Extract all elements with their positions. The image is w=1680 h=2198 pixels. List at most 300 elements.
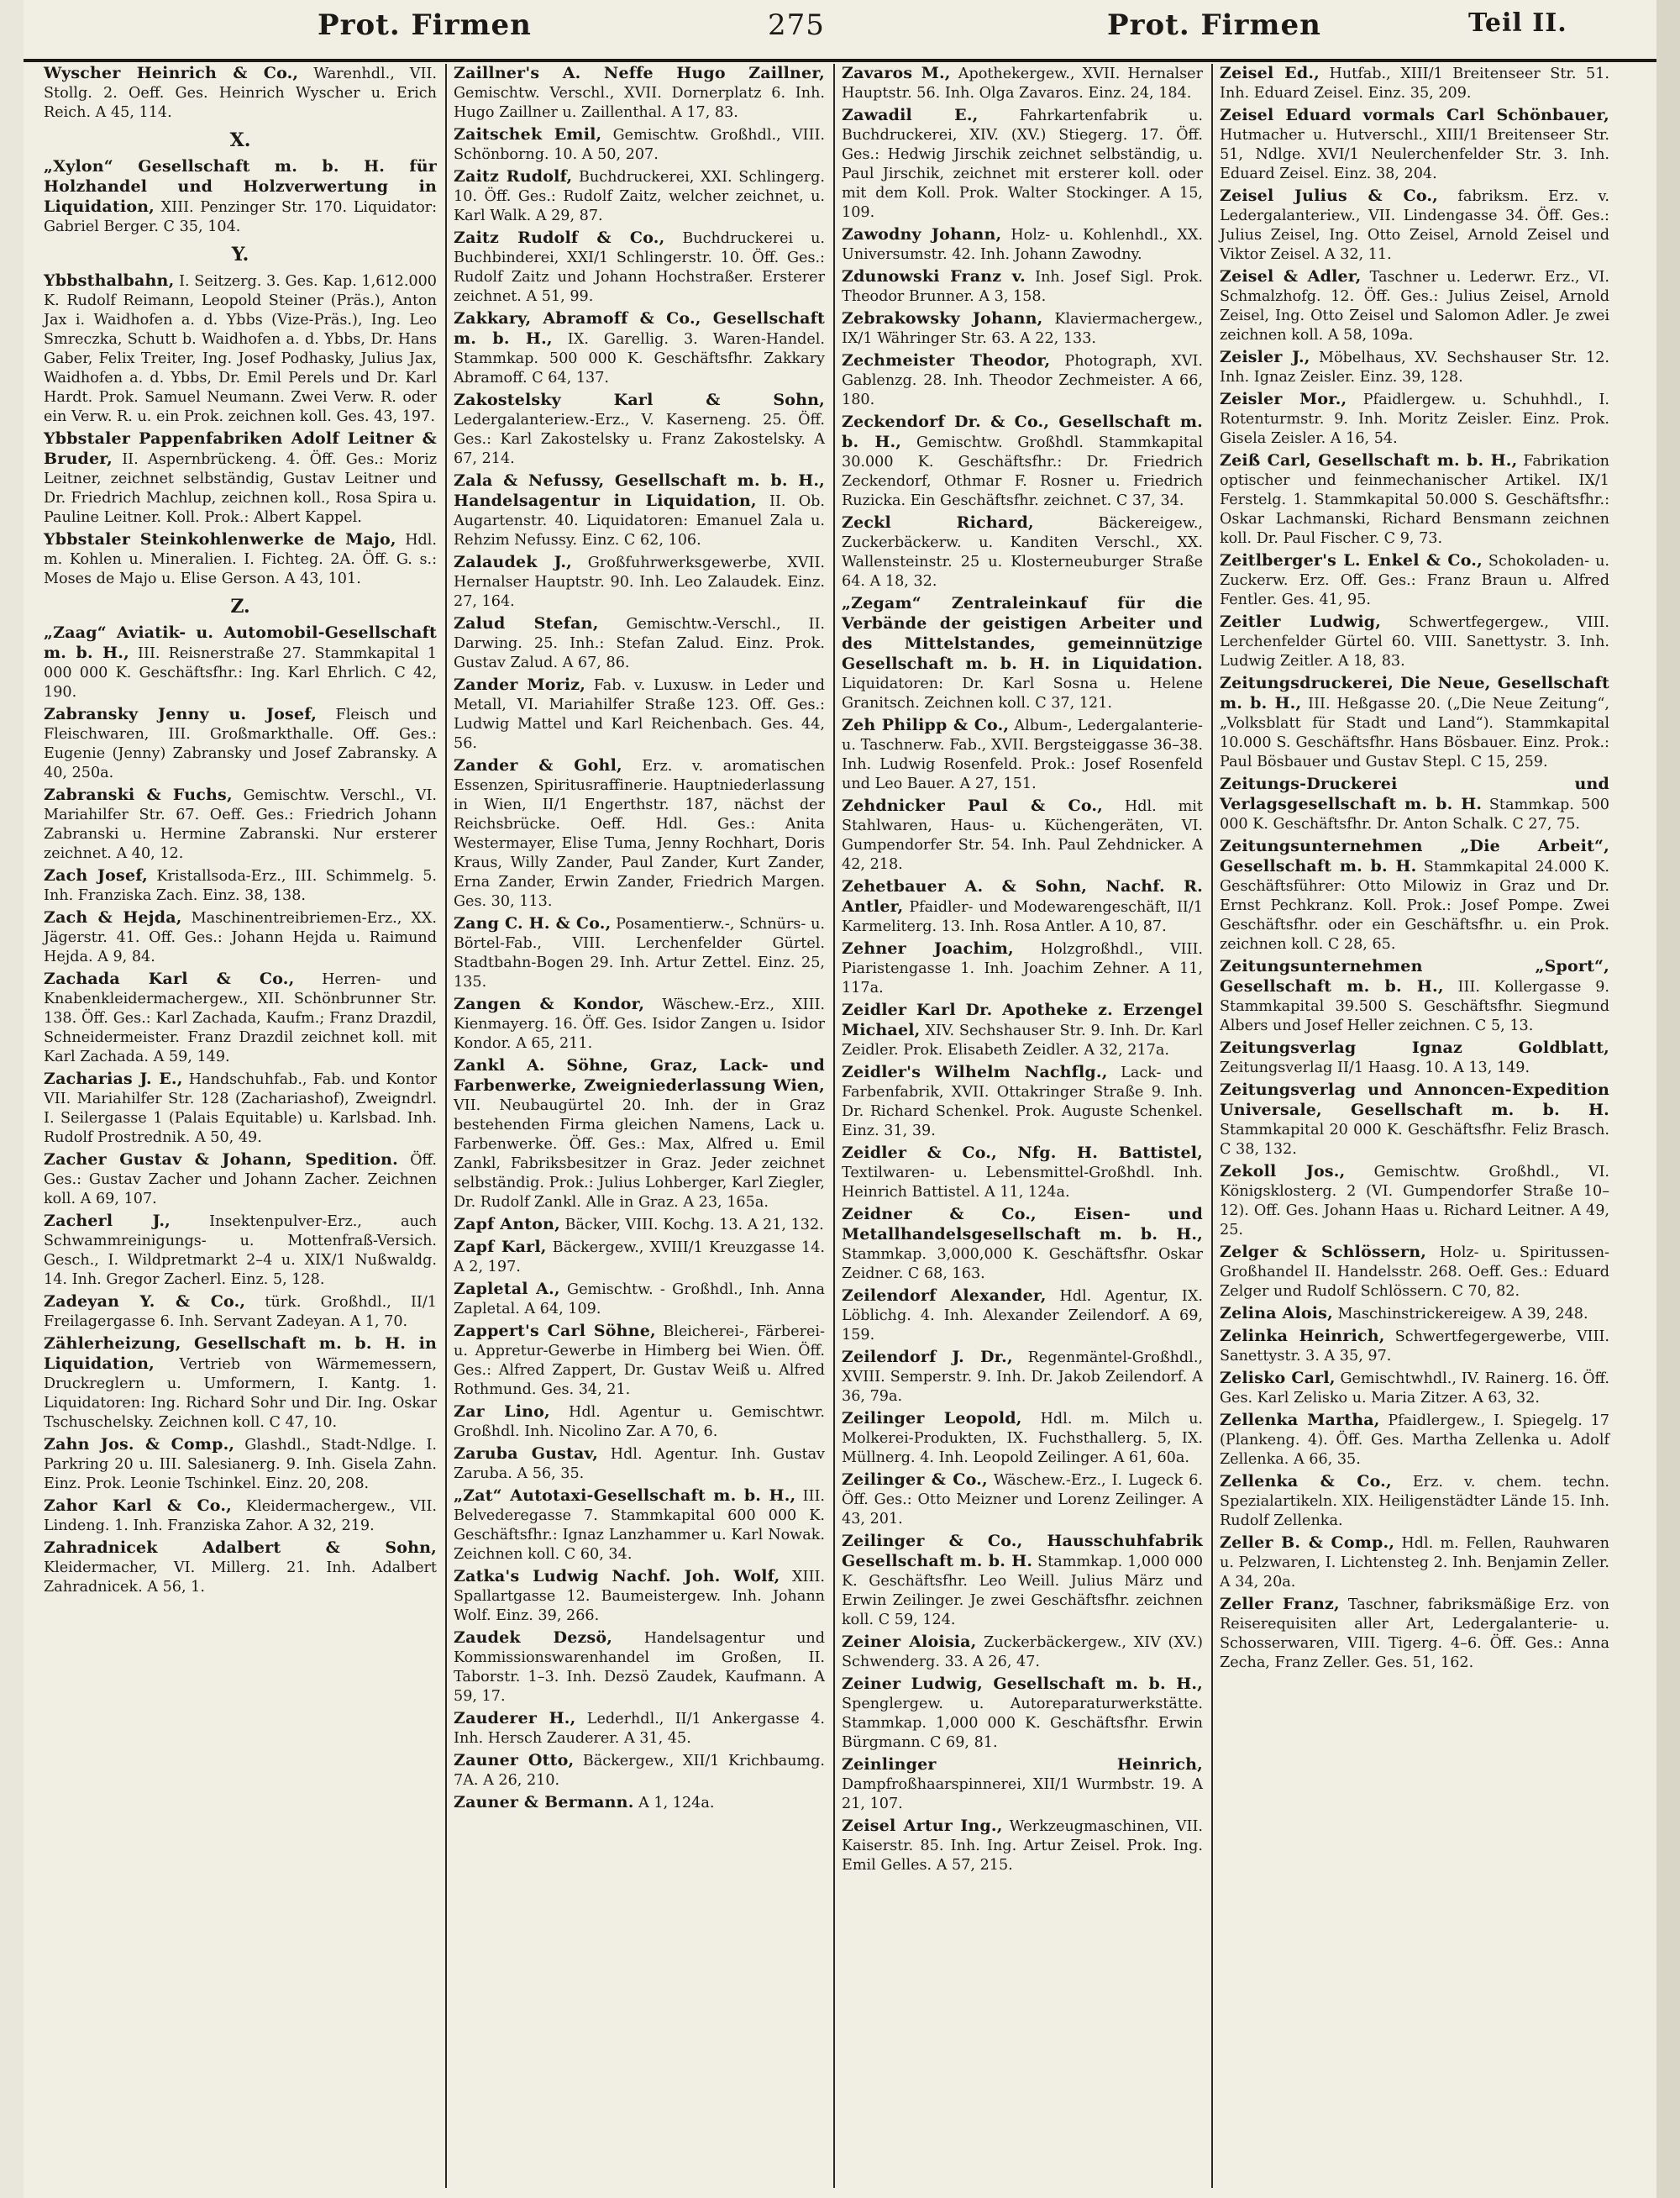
firm-entry — [454, 1793, 825, 1813]
firm-entry — [1220, 1039, 1609, 1078]
firm-details: türk. Großhdl., II/1 Freilagergasse 6. Inh. Servant Zadeyan. A 1, 70. — [44, 1294, 437, 1330]
firm-details: Gemischtw. Großhdl. Stammkapital 30.000 K. Geschäftsfhr.: Dr. Friedrich Zeckendorf, Othmar F. Rosner u. Friedrich Ruzicka. Ein Geschäftsfhr. zeichnet. C 37, 34. — [842, 434, 1204, 509]
firm-entry — [1220, 1327, 1609, 1366]
firm-name: Zapf Anton, — [454, 1215, 560, 1233]
firm-name: „Zat“ Autotaxi-Gesellschaft m. b. H., — [454, 1486, 796, 1505]
firm-details: Lack- und Farbenfabrik, XVII. Ottakringer Straße 9. Inh. Dr. Richard Schenkel. Prok. Auguste Schenkel. Einz. 31, 39. — [842, 1065, 1203, 1139]
firm-name: Zeilinger & Co., — [842, 1470, 988, 1489]
firm-details: Hdl. m. Fellen, Rauhwaren u. Pelzwaren, I. Lichtensteg 2. Inh. Benjamin Zeller. A 34, 20a. — [1220, 1535, 1609, 1591]
firm-details: Gemischtw. - Großhdl., Inh. Anna Zapletal. A 64, 109. — [454, 1281, 825, 1317]
firm-entry — [44, 1070, 437, 1148]
firm-details: Ledergalanteriew.-Erz., V. Kaserneng. 25. Öff. Ges.: Karl Zakostelsky u. Franz Zakostelsky. A 67, 214. — [454, 412, 825, 467]
firm-entry — [454, 309, 825, 388]
firm-name: Zeitungsunternehmen „Die Arbeit“, Gesellschaft m. b. H. — [1220, 837, 1609, 876]
firm-entry — [454, 1215, 825, 1235]
firm-entry — [454, 1322, 825, 1400]
firm-details: Handelsagentur und Kommissionswarenhandel im Großen, II. Taborstr. 1–3. Inh. Dezsö Zaudek, Kaufmann. A 59, 17. — [454, 1630, 825, 1705]
firm-details: fabriksm. Erz. v. Ledergalanteriew., VII. Lindengasse 34. Öff. Ges.: Julius Zeisel, Ing. Otto Zeisel, Arnold Zeisel und Viktor Zeisel. A 32, 11. — [1220, 188, 1609, 263]
firm-entry — [1220, 106, 1609, 184]
firm-name: Zeilendorf J. Dr., — [842, 1348, 1013, 1366]
firm-details: Vertrieb von Wärmemessern, Druckreglern u. Umformern, I. Kantg. 1. Liquidatoren: Ing. Richard Sohr und Dir. Ing. Oskar Tschuschelsky. Zeichnen koll. C 47, 10. — [44, 1356, 437, 1431]
firm-details: Gemischtw. Großhdl., VIII. Schönborng. 10. A 50, 207. — [454, 127, 826, 163]
firm-details: Stammkapital 20 000 K. Geschäftsfhr. Feliz Brasch. C 38, 132. — [1220, 1122, 1609, 1158]
firm-details: Möbelhaus, XV. Sechshauser Str. 12. Inh. Ignaz Zeisler. Einz. 39, 128. — [1220, 350, 1610, 386]
firm-entry — [44, 530, 437, 589]
firm-details: Bäckergew., XII/1 Krichbaumg. 7A. A 26, 210. — [454, 1753, 825, 1789]
firm-details: Dampfroßhaarspinnerei, XII/1 Wurmbstr. 19. A 21, 107. — [842, 1776, 1203, 1812]
firm-entry — [842, 1532, 1203, 1630]
firm-details: Maschinentreibriemen-Erz., XX. Jägerstr. 41. Off. Ges.: Johann Hejda u. Raimund Hejda. A 9, 84. — [44, 910, 437, 965]
firm-details: Taschner u. Lederwr. Erz., VI. Schmalzhofg. 12. Öff. Ges.: Julius Zeisel, Arnold Zeisel, Ing. Otto Zeisel und Salomon Adler. Je zwei zeichnen koll. A 58, 109a. — [1220, 269, 1609, 344]
firm-entry — [454, 125, 825, 165]
firm-entry — [454, 676, 825, 754]
firm-name: Zeisel Eduard vormals Carl Schönbauer, — [1220, 106, 1609, 124]
firm-entry — [1220, 187, 1609, 265]
firm-entry — [1220, 1081, 1609, 1159]
column-1 — [37, 64, 444, 2188]
firm-details: III. Reisnerstraße 27. Stammkapital 1 000 000 K. Geschäftsfhr.: Ing. Karl Ehrlich. C 42, 190. — [44, 645, 438, 701]
firm-name: Zeller B. & Comp., — [1220, 1533, 1395, 1552]
firm-entry — [454, 1444, 825, 1484]
firm-name: Zellenka & Co., — [1220, 1472, 1392, 1491]
firm-name: Zaruba Gustav, — [454, 1444, 599, 1463]
firm-entry — [454, 1402, 825, 1442]
firm-details: Holz- u. Kohlenhdl., XX. Universumstr. 42. Inh. Johann Zawodny. — [842, 227, 1203, 263]
firm-entry — [1220, 674, 1609, 772]
firm-entry — [454, 553, 825, 612]
firm-entry — [454, 64, 825, 123]
firm-entry — [454, 471, 825, 550]
firm-details: Apothekergew., XVII. Hernalser Hauptstr. 56. Inh. Olga Zavaros. Einz. 24, 184. — [842, 66, 1203, 102]
firm-details: III. Heßgasse 20. („Die Neue Zeitung“, „Volksblatt für Stadt und Land“). Stammkapital 10.000 S. Geschäftsfhr. Hans Bösbauer. Einz. Prok.: Paul Bösbauer und Gustav Stepl. C 15, 259. — [1220, 696, 1609, 770]
firm-details: II. Aspernbrückeng. 4. Öff. Ges.: Moriz Leitner, zeichnet selbständig, Gustav Leitner und Dr. Friedrich Machlup, zeichnen koll., Rosa Spira u. Pauline Leitner. Koll. Prok.: Albert Kappel. — [44, 451, 438, 526]
firm-entry — [842, 1817, 1203, 1875]
firm-details: Bäckergew., XVIII/1 Kreuzgasse 14. A 2, 197. — [454, 1239, 826, 1275]
firm-details: Fahrkartenfabrik u. Buchdruckerei, XIV. (XV.) Stiegerg. 17. Öff. Ges.: Hedwig Jirschik zeichnet selbständig, u. Paul Jirschik, zeichnet mit ersterer koll. oder mit dem Koll. Prok. Walter Stockinger. A 15, 109. — [842, 108, 1203, 221]
firm-name: Zaitschek Emil, — [454, 125, 602, 144]
firm-entry — [842, 351, 1203, 410]
firm-name: Zeidler's Wilhelm Nachflg., — [842, 1063, 1108, 1081]
firm-entry — [454, 1709, 825, 1748]
firm-name: Zeilinger & Co., Hausschuhfabrik Gesellschaft m. b. H. — [842, 1532, 1203, 1570]
firm-entry — [454, 756, 825, 912]
firm-entry — [842, 716, 1203, 794]
firm-details: Zeitungsverlag II/1 Haasg. 10. A 13, 149. — [1220, 1060, 1530, 1076]
firm-details: Textilwaren- u. Lebensmittel-Großhdl. Inh. Heinrich Battistel. A 11, 124a. — [842, 1165, 1203, 1201]
firm-entry — [1220, 551, 1609, 610]
firm-name: Zechmeister Theodor, — [842, 351, 1051, 370]
firm-name: Zeiner Ludwig, Gesellschaft m. b. H., — [842, 1675, 1203, 1693]
firm-details: Buchdruckerei u. Buchbinderei, XXI/1 Schlingerstr. 10. Öff. Ges.: Rudolf Zaitz und Johann Hochstraßer. Ersterer zeichnet. A 51, 99. — [454, 230, 826, 305]
firm-entry — [842, 797, 1203, 875]
firm-details: Posamentierw.-, Schnürs- u. Börtel-Fab., VIII. Lerchenfelder Gürtel. Stadtbahn-Bogen 29. Inh. Artur Zettel. Einz. 25, 135. — [454, 916, 825, 991]
column-4 — [1213, 64, 1616, 2188]
firm-entry — [1220, 451, 1609, 549]
firm-name: Zeitungsdruckerei, Die Neue, Gesellschaft m. b. H., — [1220, 674, 1609, 713]
firm-details: Bäcker, VIII. Kochg. 13. A 21, 132. — [564, 1217, 824, 1233]
firm-name: Zdunowski Franz v. — [842, 267, 1026, 286]
firm-entry — [454, 1280, 825, 1319]
firm-name: Zakostelsky Karl & Sohn, — [454, 391, 825, 409]
firm-details: IX. Garellig. 3. Waren-Handel. Stammkap. 500 000 K. Geschäftsfhr. Zakkary Abramoff. C 64, 137. — [454, 331, 825, 386]
firm-entry — [454, 914, 825, 992]
firm-entry — [44, 1334, 437, 1433]
firm-name: Ybbstaler Pappenfabriken Adolf Leitner & Bruder, — [44, 429, 437, 468]
firm-details: Handschuhfab., Fab. und Kontor VII. Mariahilfer Str. 128 (Zachariashof), Zweigndrl. I. Seilergasse 1 (Palais Equitable) u. Karlsbad. Inh. Rudolf Prostrednik. A 50, 49. — [44, 1071, 437, 1146]
firm-details: Maschinstrickereigew. A 39, 248. — [1337, 1306, 1588, 1322]
firm-entry — [454, 391, 825, 469]
firm-name: Zeckl Richard, — [842, 513, 1034, 532]
firm-name: Zehner Joachim, — [842, 939, 1014, 958]
firm-details: Inh. Josef Sigl. Prok. Theodor Brunner. A 3, 158. — [842, 269, 1203, 305]
firm-entry — [842, 1755, 1203, 1814]
firm-details: III. Belvederegasse 7. Stammkapital 600 000 K. Geschäftsfhr.: Ignaz Lanzhammer u. Karl Nowak. Zeichnen koll. C 60, 34. — [454, 1488, 826, 1563]
firm-entry — [842, 413, 1203, 511]
firm-entry — [44, 1212, 437, 1290]
header-part-label: Teil II. — [1468, 8, 1567, 38]
firm-details: Kristallsoda-Erz., III. Schimmelg. 5. Inh. Franziska Zach. Einz. 38, 138. — [44, 868, 437, 904]
firm-name: Zakkary, Abramoff & Co., Gesellschaft m. b. H., — [454, 309, 825, 348]
firm-details: Schwertfegergewerbe, VIII. Sanettystr. 3. A 35, 97. — [1220, 1328, 1609, 1365]
firm-entry — [1220, 267, 1609, 345]
firm-name: Zelina Alois, — [1220, 1304, 1333, 1322]
firm-entry — [454, 995, 825, 1054]
firm-entry — [454, 1056, 825, 1212]
firm-entry — [44, 157, 437, 237]
firm-name: Zach Josef, — [44, 866, 148, 885]
firm-name: Zehdnicker Paul & Co., — [842, 797, 1104, 815]
firm-details: Pfaidlergew., I. Spiegelg. 17 (Plankeng. 4). Öff. Ges. Martha Zellenka u. Adolf Zellenka. A 66, 35. — [1220, 1412, 1609, 1468]
firm-entry — [1220, 837, 1609, 954]
firm-name: Zehetbauer A. & Sohn, Nachf. R. Antler, — [842, 877, 1203, 916]
firm-details: Zuckerbäckergew., XIV (XV.) Schwenderg. 33. A 26, 47. — [842, 1634, 1203, 1670]
firm-details: Hdl. Agentur, IX. Löblichg. 4. Inh. Alexander Zeilendorf. A 69, 159. — [842, 1288, 1204, 1344]
firm-details: II. Ob. Augartenstr. 40. Liquidatoren: Emanuel Zala u. Rehzim Nefussy. Einz. C 62, 106. — [454, 493, 825, 549]
firm-name: Zahradnicek Adalbert & Sohn, — [44, 1538, 437, 1557]
firm-name: Zekoll Jos., — [1220, 1162, 1346, 1181]
firm-details: Gemischtw. Verschl., VI. Mariahilfer Str. 67. Oeff. Ges.: Friedrich Johann Zabranski u. Hermine Zabranski. Nur ersterer zeichnet. A 40, 12. — [44, 787, 438, 862]
firm-entry — [44, 866, 437, 906]
firm-details: Hdl. Agentur. Inh. Gustav Zaruba. A 56, 35. — [454, 1446, 825, 1482]
firm-name: Zellenka Martha, — [1220, 1411, 1380, 1429]
firm-entry — [44, 623, 437, 702]
firm-details: Fab. v. Luxusw. in Leder und Metall, VI. Mariahilfer Straße 123. Off. Ges.: Ludwig Mattel und Karl Reichenbach. Ges. 44, 56. — [454, 677, 826, 752]
firm-entry — [1220, 775, 1609, 834]
firm-name: Zeisel Ed., — [1220, 64, 1320, 82]
page-header — [24, 5, 1656, 57]
firm-details: VII. Neubaugürtel 20. Inh. der in Graz bestehenden Firma gleichen Namens, Lack u. Farbenwerke. Öff. Ges.: Max, Alfred u. Emil Zankl, Fabriksbesitzer in Graz. Jeder zeichnet selbständig. Prok.: Julius Lohberger, Karl Ziegler, Dr. Rudolf Zankl. Alle in Graz. A 23, 165a. — [454, 1097, 825, 1211]
firm-name: Zeidler Karl Dr. Apotheke z. Erzengel Michael, — [842, 1001, 1203, 1039]
firm-entry — [1220, 1369, 1609, 1408]
firm-name: Zala & Nefussy, Gesellschaft m. b. H., Handelsagentur in Liquidation, — [454, 471, 825, 510]
firm-name: Zebrakowsky Johann, — [842, 309, 1043, 328]
firm-entry — [842, 1205, 1203, 1284]
firm-entry — [842, 1001, 1203, 1060]
firm-details: Regenmäntel-Großhdl., XVIII. Semperstr. 9. Inh. Dr. Jakob Zeilendorf. A 36, 79a. — [842, 1349, 1203, 1405]
firm-name: Zabranski & Fuchs, — [44, 786, 233, 804]
firm-details: Schwertfegergew., VIII. Lerchenfelder Gürtel 60. VIII. Sanettystr. 3. Inh. Ludwig Zeitler. A 18, 83. — [1220, 614, 1609, 670]
firm-name: „Zaag“ Aviatik- u. Automobil-Gesellschaft m. b. H., — [44, 623, 437, 662]
firm-entry — [44, 1292, 437, 1332]
firm-name: Zalud Stefan, — [454, 614, 599, 633]
firm-entry — [44, 1150, 437, 1209]
firm-name: Zelisko Carl, — [1220, 1369, 1336, 1387]
firm-name: Zelinka Heinrich, — [1220, 1327, 1385, 1345]
page-number: 275 — [768, 8, 825, 42]
firm-name: Zang C. H. & Co., — [454, 914, 612, 933]
firm-entry — [1220, 1162, 1609, 1240]
firm-entry — [44, 429, 437, 528]
firm-details: Stammkap. 500 000 K. Geschäftsfhr. Dr. Anton Schalk. C 27, 75. — [1220, 797, 1609, 833]
header-right-title: Prot. Firmen — [1107, 8, 1321, 42]
firm-entry — [1220, 1472, 1609, 1531]
firm-name: Zeckendorf Dr. & Co., Gesellschaft m. b. H., — [842, 413, 1203, 451]
firm-name: Zeh Philipp & Co., — [842, 716, 1010, 734]
firm-entry — [1220, 348, 1609, 387]
firm-name: Zeisel & Adler, — [1220, 267, 1362, 286]
firm-name: Zacher Gustav & Johann, Spedition. — [44, 1150, 398, 1169]
firm-name: Zeinlinger Heinrich, — [842, 1755, 1203, 1774]
firm-entry — [842, 939, 1203, 998]
firm-name: Zeilendorf Alexander, — [842, 1286, 1047, 1305]
firm-name: Zaitz Rudolf & Co., — [454, 229, 665, 247]
firm-entry — [44, 786, 437, 864]
firm-details: Buchdruckerei, XXI. Schlingerg. 10. Öff. Ges.: Rudolf Zaitz, welcher zeichnet, u. Karl Walk. A 29, 87. — [454, 169, 825, 224]
firm-name: Zeisler Mor., — [1220, 390, 1347, 408]
section-letter: X. — [229, 129, 251, 151]
firm-details: Pfaidler- und Modewarengeschäft, II/1 Karmeliterg. 13. Inh. Rosa Antler. A 10, 87. — [842, 899, 1203, 935]
firm-details: Kleidermachergew., VII. Lindeng. 1. Inh. Franziska Zahor. A 32, 219. — [44, 1498, 437, 1534]
firm-name: Zaudek Dezsö, — [454, 1628, 613, 1647]
firm-name: Zacharias J. E., — [44, 1070, 183, 1088]
firm-entry — [842, 513, 1203, 592]
firm-details: Fleisch und Fleischwaren, III. Großmarkthalle. Off. Ges.: Eugenie (Jenny) Zabransky und Josef Zabransky. A 40, 250a. — [44, 707, 437, 781]
firm-name: Zelger & Schlössern, — [1220, 1243, 1427, 1261]
firm-entry — [1220, 613, 1609, 671]
firm-name: Ybbstaler Steinkohlenwerke de Majo, — [44, 530, 396, 549]
firm-details: Hdl. mit Stahlwaren, Haus- u. Küchengeräten, VI. Gumpendorfer Str. 54. Inh. Paul Zehdnicker. A 42, 218. — [842, 798, 1203, 873]
firm-details: Erz. v. aromatischen Essenzen, Spiritusraffinerie. Hauptniederlassung in Wien, II/1 Engerthstr. 187, nächst der Reichsbrücke. Oeff. Hdl. Ges.: Anita Westermayer, Elise Tuma, Jenny Rochhart, Doris Kraus, Willy Zander, Paul Zander, Kurt Zander, Erna Zander, Erwin Zander, Friedrich Margen. Ges. 30, 113. — [454, 758, 826, 910]
firm-name: Zatka's Ludwig Nachf. Joh. Wolf, — [454, 1567, 780, 1585]
firm-details: Pfaidlergew. u. Schuhhdl., I. Rotenturmstr. 9. Inh. Moritz Zeisler. Einz. Prok. Gisela Zeisler. A 16, 54. — [1220, 392, 1609, 447]
firm-details: Stammkapital 24.000 K. Geschäftsführer: Otto Milowiz in Graz und Dr. Ernst Pechkranz. Koll. Prok.: Josef Pompe. Zwei Geschäftsfhr. oder ein Geschäftsfhr. u. ein Prok. zeichnen koll. C 28, 65. — [1220, 859, 1610, 953]
firm-details: Wäschew.-Erz., XIII. Kienmayerg. 16. Öff. Ges. Isidor Zangen u. Isidor Kondor. A 65, 211. — [454, 996, 825, 1052]
firm-name: Zahor Karl & Co., — [44, 1496, 232, 1515]
firm-entry — [842, 1633, 1203, 1672]
firm-name: Zeitlberger's L. Enkel & Co., — [1220, 551, 1483, 570]
firm-name: Zeiner Aloisia, — [842, 1633, 977, 1651]
firm-entry — [842, 225, 1203, 265]
firm-name: Zeitungsunternehmen „Sport“, Gesellschaft m. b. H., — [1220, 957, 1609, 996]
firm-details: Hdl. Agentur u. Gemischtwr. Großhdl. Inh. Nicolino Zar. A 70, 6. — [454, 1404, 825, 1440]
firm-name: Zeitungsverlag Ignaz Goldblatt, — [1220, 1039, 1609, 1057]
firm-details: Gemischtw. Verschl., XVII. Dornerplatz 6. Inh. Hugo Zaillner u. Zaillenthal. A 17, 83. — [454, 85, 825, 121]
firm-name: „Xylon“ Gesellschaft m. b. H. für Holzhandel und Holzverwertung in Liquidation, — [44, 157, 437, 216]
firm-name: Zeisel Artur Ing., — [842, 1817, 1003, 1835]
firm-details: Spenglergew. u. Autoreparaturwerkstätte. Stammkap. 1,000 000 K. Geschäftsfhr. Erwin Bürgmann. C 69, 81. — [842, 1696, 1203, 1751]
firm-entry — [1220, 1243, 1609, 1301]
firm-entry — [1220, 1595, 1609, 1673]
firm-details: Kleidermacher, VI. Millerg. 21. Inh. Adalbert Zahradnicek. A 56, 1. — [44, 1559, 437, 1596]
firm-entry — [1220, 64, 1609, 103]
firm-name: Zar Lino, — [454, 1402, 550, 1421]
firm-details: Großfuhrwerksgewerbe, XVII. Hernalser Hauptstr. 90. Inh. Leo Zalaudek. Einz. 27, 164. — [454, 555, 825, 610]
firm-entry — [454, 229, 825, 307]
firm-details: Album-, Ledergalanterie- u. Taschnerw. Fab., XVII. Bergsteiggasse 36–38. Inh. Ludwig Rosenfeld. Prok.: Josef Rosenfeld und Leo Bauer. A 27, 151. — [842, 718, 1204, 792]
firm-details: XIII. Spallartgasse 12. Baumeistergew. Inh. Johann Wolf. Einz. 39, 266. — [454, 1569, 825, 1624]
firm-name: Zählerheizung, Gesellschaft m. b. H. in Liquidation, — [44, 1334, 437, 1373]
firm-details: Schokoladen- u. Zuckerw. Erz. Off. Ges.: Franz Braun u. Alfred Fentler. Ges. 41, 95. — [1220, 553, 1609, 608]
firm-name: Zauner Otto, — [454, 1751, 575, 1769]
firm-details: Glashdl., Stadt-Ndlge. I. Parkring 20 u. III. Salesianerg. 9. Inh. Gisela Zahn. Einz. Prok. Leonie Tschinkel. Einz. 20, 208. — [44, 1437, 438, 1492]
firm-name: Zeitungs-Druckerei und Verlagsgesellschaft m. b. H. — [1220, 775, 1609, 813]
firm-details: Hutmacher u. Hutverschl., XIII/1 Breitenseer Str. 51, Ndlge. XVI/1 Neulerchenfelder Str. 3. Inh. Eduard Zeisel. Einz. 38, 204. — [1220, 127, 1609, 182]
firm-name: Zeitungsverlag und Annoncen-Expedition Universale, Gesellschaft m. b. H. — [1220, 1081, 1609, 1119]
firm-details: Werkzeugmaschinen, VII. Kaiserstr. 85. Inh. Ing. Artur Zeisel. Prok. Ing. Emil Gelles. A 57, 215. — [842, 1818, 1203, 1874]
firm-name: Zeidner & Co., Eisen- und Metallhandelsgesellschaft m. b. H., — [842, 1205, 1203, 1244]
firm-entry — [44, 1435, 437, 1494]
firm-entry — [44, 271, 437, 427]
firm-details: XIV. Sechshauser Str. 9. Inh. Dr. Karl Zeidler. Prok. Elisabeth Zeidler. A 32, 217a. — [842, 1023, 1203, 1059]
firm-details: Hdl. m. Milch u. Molkerei-Produkten, IX. Fuchsthallerg. 5, IX. Müllnerg. 4. Inh. Leopold Zeilinger. A 61, 60a. — [842, 1411, 1203, 1466]
firm-entry — [44, 970, 437, 1067]
firm-entry — [842, 1286, 1203, 1345]
firm-entry — [44, 1496, 437, 1536]
firm-entry — [1220, 1304, 1609, 1324]
firm-entry — [454, 1751, 825, 1790]
firm-name: Zaitz Rudolf, — [454, 167, 573, 186]
firm-name: Zappert's Carl Söhne, — [454, 1322, 656, 1340]
firm-name: Zankl A. Söhne, Graz, Lack- und Farbenwerke, Zweigniederlassung Wien, — [454, 1056, 825, 1095]
firm-name: Zawadil E., — [842, 106, 979, 124]
firm-name: „Zegam“ Zentraleinkauf für die Verbände der geistigen Arbeiter und des Mittelstandes, gemeinnützige Gesellschaft m. b. H. in Liquidation. — [842, 594, 1203, 673]
firm-entry — [842, 267, 1203, 307]
firm-details: Holz- u. Spiritussen-Großhandel II. Handelsstr. 268. Oeff. Ges.: Eduard Zelger und Rudolf Schlössern. C 70, 82. — [1220, 1244, 1610, 1300]
firm-name: Zachada Karl & Co., — [44, 970, 295, 988]
firm-entry — [1220, 1411, 1609, 1470]
firm-name: Zaillner's A. Neffe Hugo Zaillner, — [454, 64, 825, 82]
firm-name: Zeisel Julius & Co., — [1220, 187, 1438, 205]
firm-details: Bäckereigew., Zuckerbäckerw. u. Kanditen Verschl., XX. Wallensteinstr. 25 u. Klosterneuburger Straße 64. A 18, 32. — [842, 515, 1203, 590]
firm-details: Taschner, fabriksmäßige Erz. von Reiserequisiten aller Art, Ledergalanterie- u. Schosserwaren, VIII. Tigerg. 4–6. Öff. Ges.: Anna Zecha, Franz Zeller. Ges. 51, 162. — [1220, 1596, 1610, 1671]
firm-name: Zander & Gohl, — [454, 756, 622, 775]
header-rule — [24, 59, 1656, 62]
firm-entry — [454, 167, 825, 226]
firm-name: Zavaros M., — [842, 64, 951, 82]
firm-entry — [842, 1063, 1203, 1141]
firm-entry — [1220, 1533, 1609, 1592]
firm-details: XIII. Penzinger Str. 170. Liquidator: Gabriel Berger. C 35, 104. — [44, 199, 437, 235]
firm-details: Gemischtw.-Verschl., II. Darwing. 25. Inh.: Stefan Zalud. Einz. Prok. Gustav Zalud. A 67, 86. — [454, 616, 826, 671]
firm-entry — [44, 1538, 437, 1597]
firm-name: Zahn Jos. & Comp., — [44, 1435, 235, 1454]
firm-details: Photograph, XVI. Gablenzg. 28. Inh. Theodor Zechmeister. A 66, 180. — [842, 353, 1203, 408]
firm-details: Insektenpulver-Erz., auch Schwammreinigungs- u. Mottenfraß-Versich. Gesch., I. Wildpretmarkt 2–4 u. XIX/1 Nußwaldg. 14. Inh. Gregor Zacherl. Einz. 5, 128. — [44, 1213, 437, 1288]
firm-details: Hdl. m. Kohlen u. Mineralien. I. Fichteg. 2A. Öff. G. s.: Moses de Majo u. Elise Gerson. A 43, 101. — [44, 532, 438, 587]
firm-entry — [44, 705, 437, 783]
firm-details: Gemischtwhdl., IV. Rainerg. 16. Öff. Ges. Karl Zelisko u. Maria Zitzer. A 63, 32. — [1220, 1370, 1610, 1407]
firm-name: Zeilinger Leopold, — [842, 1409, 1022, 1428]
firm-entry — [842, 106, 1203, 223]
firm-name: Zalaudek J., — [454, 553, 572, 571]
firm-entry — [842, 64, 1203, 103]
firm-name: Zeller Franz, — [1220, 1595, 1340, 1613]
page-edge — [1656, 0, 1680, 2198]
firm-name: Zeitler Ludwig, — [1220, 613, 1382, 631]
firm-entry — [842, 1470, 1203, 1529]
firm-details: Erz. v. chem. techn. Spezialartikeln. XIX. Heiligenstädter Lände 15. Inh. Rudolf Zellenka. — [1220, 1474, 1609, 1529]
firm-details: Holzgroßhdl., VIII. Piaristengasse 1. Inh. Joachim Zehner. A 11, 117a. — [842, 941, 1204, 996]
firm-name: Zapletal A., — [454, 1280, 560, 1298]
firm-name: Zander Moriz, — [454, 676, 586, 694]
firm-entry — [842, 594, 1203, 713]
firm-details: Klaviermachergew., IX/1 Währinger Str. 63. A 22, 133. — [842, 311, 1203, 347]
firm-details: A 1, 124a. — [638, 1795, 715, 1812]
firm-name: Wyscher Heinrich & Co., — [44, 64, 299, 82]
firm-details: Öff. Ges.: Gustav Zacher und Johann Zacher. Zeichnen koll. A 69, 107. — [44, 1152, 438, 1207]
section-letter: Z. — [230, 596, 250, 618]
directory-page — [24, 0, 1656, 2198]
firm-name: Zauner & Bermann. — [454, 1793, 634, 1812]
firm-name: Zeiß Carl, Gesellschaft m. b. H., — [1220, 451, 1518, 470]
firm-details: I. Seitzerg. 3. Ges. Kap. 1,612.000 K. Rudolf Reimann, Leopold Steiner (Präs.), Anton Jax i. Waidhofen a. d. Ybbs (Vize-Präs.), Ing. Leo Smreczka, Schutt b. Waidhofen a. d. Ybbs, Dr. Hans Gaber, Felix Treiter, Ing. Josef Podhasky, Julius Jax, Waidhofen a. d. Ybbs, Dr. Emil Perels und Dr. Karl Hardt. Prok. Samuel Neumann. Zwei Verw. R. oder ein Verw. R. u. ein Prok. zeichnen koll. Ges. 43, 197. — [44, 273, 437, 425]
firm-entry — [1220, 957, 1609, 1036]
firm-details: Hutfab., XIII/1 Breitenseer Str. 51. Inh. Eduard Zeisel. Einz. 35, 209. — [1220, 66, 1609, 102]
firm-details: Herren- und Knabenkleidermachergew., XII. Schönbrunner Str. 138. Öff. Ges.: Karl Zachada, Kaufm.; Franz Drazdil, Schneidermeister. Franz Drazdil zeichnet koll. mit Karl Zachada. A 59, 149. — [44, 971, 438, 1065]
firm-name: Zapf Karl, — [454, 1238, 547, 1256]
firm-entry — [842, 877, 1203, 937]
firm-details: Stammkap. 1,000 000 K. Geschäftsfhr. Leo Weill. Julius März und Erwin Zeilinger. Je zwei Geschäftsfhr. zeichnen koll. C 59, 124. — [842, 1554, 1204, 1628]
header-left-title: Prot. Firmen — [318, 8, 532, 42]
firm-entry — [454, 1628, 825, 1706]
firm-name: Zeisler J., — [1220, 348, 1310, 366]
section-letter: Y. — [231, 244, 249, 266]
firm-details: Stammkap. 3,000,000 K. Geschäftsfhr. Oskar Zeidner. C 68, 163. — [842, 1246, 1203, 1282]
firm-entry — [44, 908, 437, 967]
firm-name: Zabransky Jenny u. Josef, — [44, 705, 318, 723]
firm-name: Zangen & Kondor, — [454, 995, 645, 1013]
firm-details: Warenhdl., VII. Stollg. 2. Oeff. Ges. Heinrich Wyscher u. Erich Reich. A 45, 114. — [44, 66, 437, 121]
firm-entry — [842, 1675, 1203, 1753]
firm-name: Ybbsthalbahn, — [44, 271, 175, 290]
firm-entry — [1220, 390, 1609, 449]
firm-entry — [842, 309, 1203, 349]
firm-entry — [44, 64, 437, 123]
firm-details: III. Kollergasse 9. Stammkapital 39.500 S. Geschäftsfhr. Siegmund Albers und Josef Heller zeichnen. C 5, 13. — [1220, 979, 1609, 1034]
firm-details: Liquidatoren: Dr. Karl Sosna u. Helene Granitsch. Zeichnen koll. C 37, 121. — [842, 676, 1203, 712]
firm-entry — [454, 1238, 825, 1277]
firm-entry — [454, 1486, 825, 1564]
firm-entry — [842, 1409, 1203, 1468]
column-3 — [835, 64, 1210, 2188]
firm-details: Bleicherei-, Färberei- u. Appretur-Gewerbe in Himberg bei Wien. Öff. Ges.: Alfred Zappert, Dr. Gustav Weiß u. Alfred Rothmund. Ges. 34, 21. — [454, 1323, 825, 1398]
firm-name: Zadeyan Y. & Co., — [44, 1292, 246, 1311]
column-2 — [447, 64, 832, 2188]
firm-name: Zeidler & Co., Nfg. H. Battistel, — [842, 1144, 1203, 1162]
firm-details: Gemischtw. Großhdl., VI. Königsklosterg. 2 (VI. Gumpendorfer Straße 10–12). Off. Ges. Johann Haas u. Richard Leitner. A 49, 25. — [1220, 1164, 1609, 1238]
firm-entry — [454, 614, 825, 673]
firm-entry — [454, 1567, 825, 1626]
firm-name: Zacherl J., — [44, 1212, 171, 1230]
firm-details: Fabrikation optischer und feinmechanischer Artikel. IX/1 Ferstelg. 1. Stammkapital 50.000 S. Geschäftsfhr.: Oskar Lachmanski, Richard Bensmann zeichnen koll. Dr. Paul Fischer. C 9, 73. — [1220, 453, 1609, 547]
firm-entry — [842, 1348, 1203, 1407]
firm-details: Wäschew.-Erz., I. Lugeck 6. Öff. Ges.: Otto Meizner und Lorenz Zeilinger. A 43, 201. — [842, 1472, 1203, 1528]
firm-details: Lederhdl., II/1 Ankergasse 4. Inh. Hersch Zauderer. A 31, 45. — [454, 1711, 825, 1747]
firm-entry — [842, 1144, 1203, 1202]
firm-name: Zach & Hejda, — [44, 908, 182, 927]
firm-name: Zawodny Johann, — [842, 225, 1002, 244]
firm-name: Zauderer H., — [454, 1709, 576, 1727]
